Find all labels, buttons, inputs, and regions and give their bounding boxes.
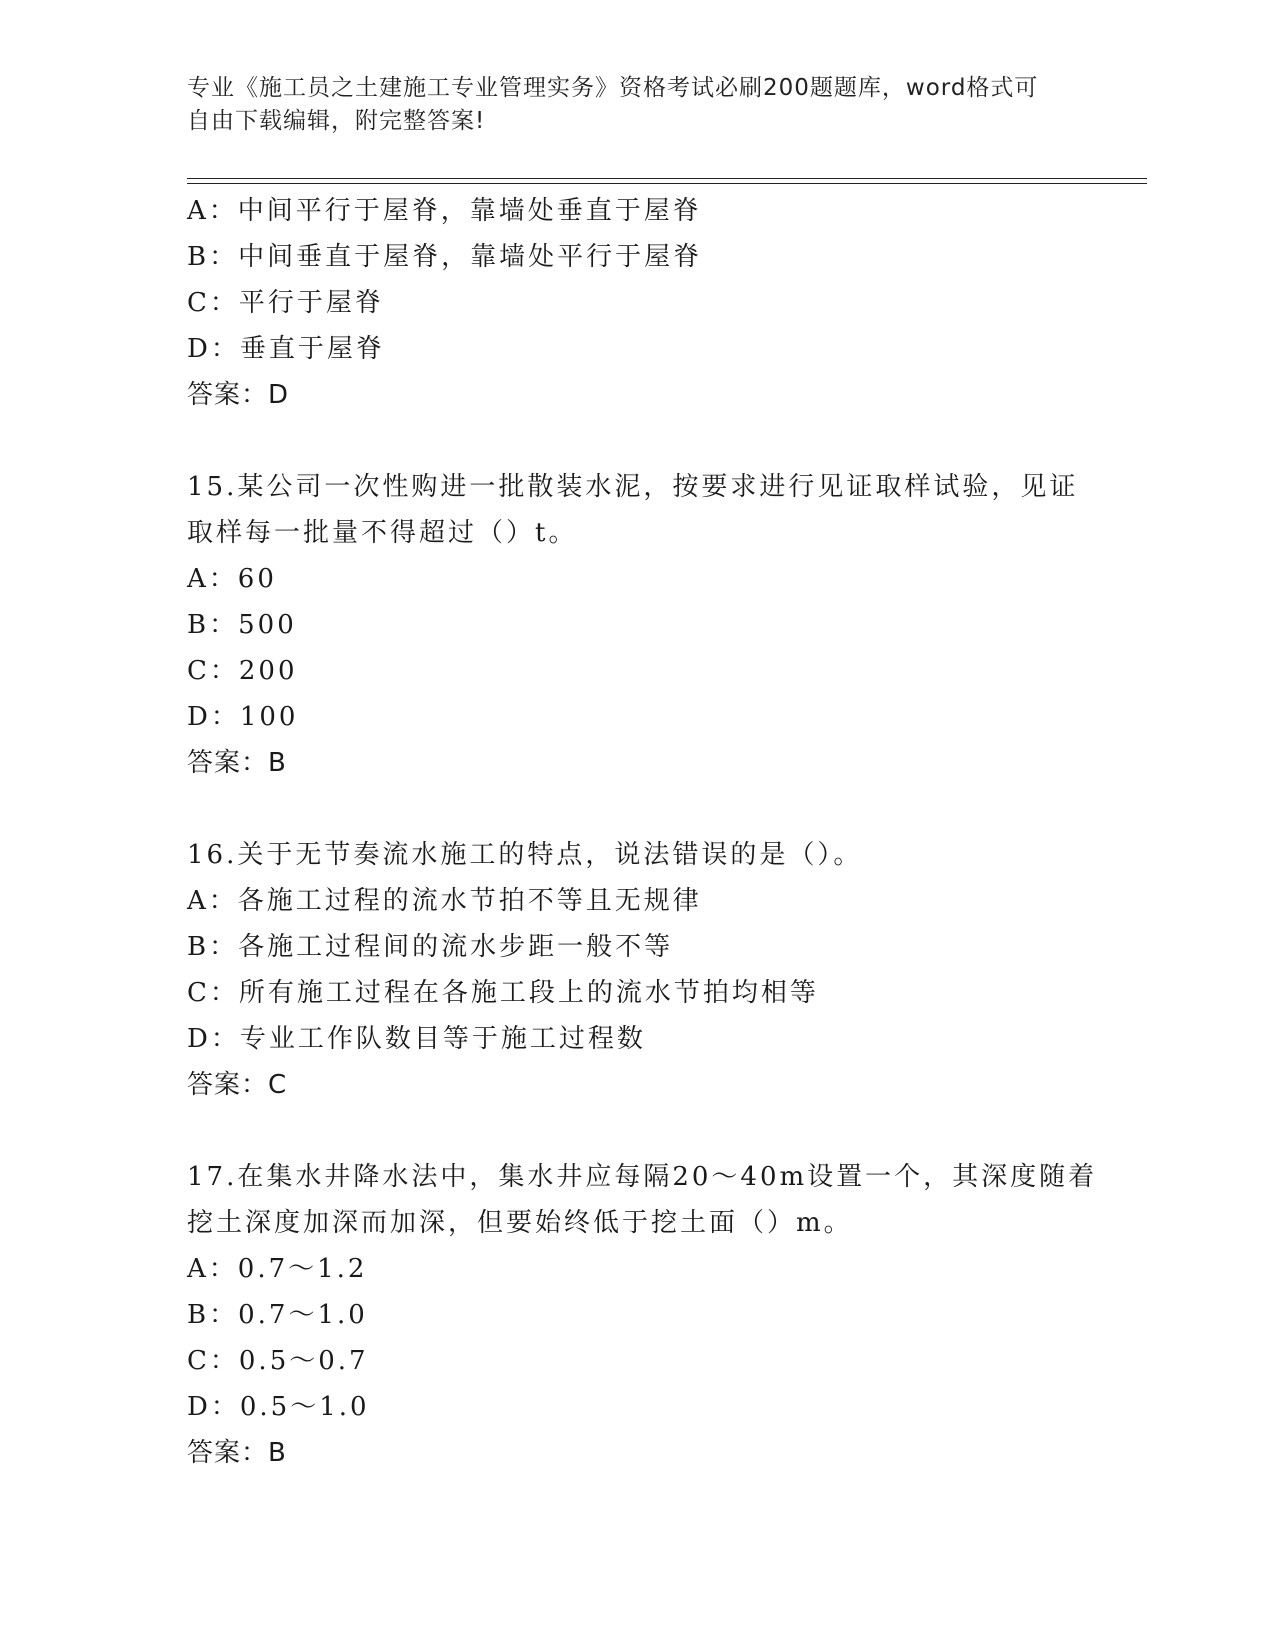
answer: 答案：C <box>187 1070 288 1100</box>
option-d: D：0.5～1.0 <box>187 1392 370 1422</box>
question-stem: 15.某公司一次性购进一批散装水泥，按要求进行见证取样试验，见证 <box>187 472 1079 502</box>
option-c: C：所有施工过程在各施工段上的流水节拍均相等 <box>187 978 819 1008</box>
question-stem: 挖土深度加深而加深，但要始终低于挖土面（）m。 <box>187 1208 853 1238</box>
option-b: B：500 <box>187 610 297 640</box>
spacer <box>187 1108 1147 1154</box>
question-stem: 17.在集水井降水法中，集水井应每隔20～40m设置一个，其深度随着 <box>187 1162 1098 1192</box>
option-c: C：平行于屋脊 <box>187 288 384 318</box>
answer: 答案：D <box>187 380 290 410</box>
question-14 <box>187 188 1147 418</box>
header-line-2: 自由下载编辑，附完整答案! <box>187 108 486 134</box>
question-stem: 取样每一批量不得超过（）t。 <box>187 518 578 548</box>
question-stem: 16.关于无节奏流水施工的特点，说法错误的是（）。 <box>187 840 863 870</box>
document-header <box>187 72 1087 138</box>
option-d: D：垂直于屋脊 <box>187 334 385 364</box>
option-b: B：各施工过程间的流水步距一般不等 <box>187 932 674 962</box>
option-b: B：0.7～1.0 <box>187 1300 368 1330</box>
option-d: D：100 <box>187 702 299 732</box>
header-rule-top <box>187 178 1147 179</box>
question-list <box>187 188 1147 1476</box>
spacer <box>187 418 1147 464</box>
option-c: C：200 <box>187 656 298 686</box>
option-d: D：专业工作队数目等于施工过程数 <box>187 1024 646 1054</box>
header-line-1: 专业《施工员之土建施工专业管理实务》资格考试必刷200题题库，word格式可 <box>187 75 1039 101</box>
header-rule-bottom <box>187 183 1147 184</box>
question-17 <box>187 1154 1147 1476</box>
answer: 答案：B <box>187 748 287 778</box>
spacer <box>187 786 1147 832</box>
option-a: A：各施工过程的流水节拍不等且无规律 <box>187 886 702 916</box>
answer: 答案：B <box>187 1438 287 1468</box>
question-16 <box>187 832 1147 1108</box>
option-a: A：60 <box>187 564 277 594</box>
option-a: A：0.7～1.2 <box>187 1254 368 1284</box>
question-15 <box>187 464 1147 786</box>
option-b: B：中间垂直于屋脊，靠墙处平行于屋脊 <box>187 242 703 272</box>
option-c: C：0.5～0.7 <box>187 1346 369 1376</box>
option-a: A：中间平行于屋脊，靠墙处垂直于屋脊 <box>187 196 702 226</box>
